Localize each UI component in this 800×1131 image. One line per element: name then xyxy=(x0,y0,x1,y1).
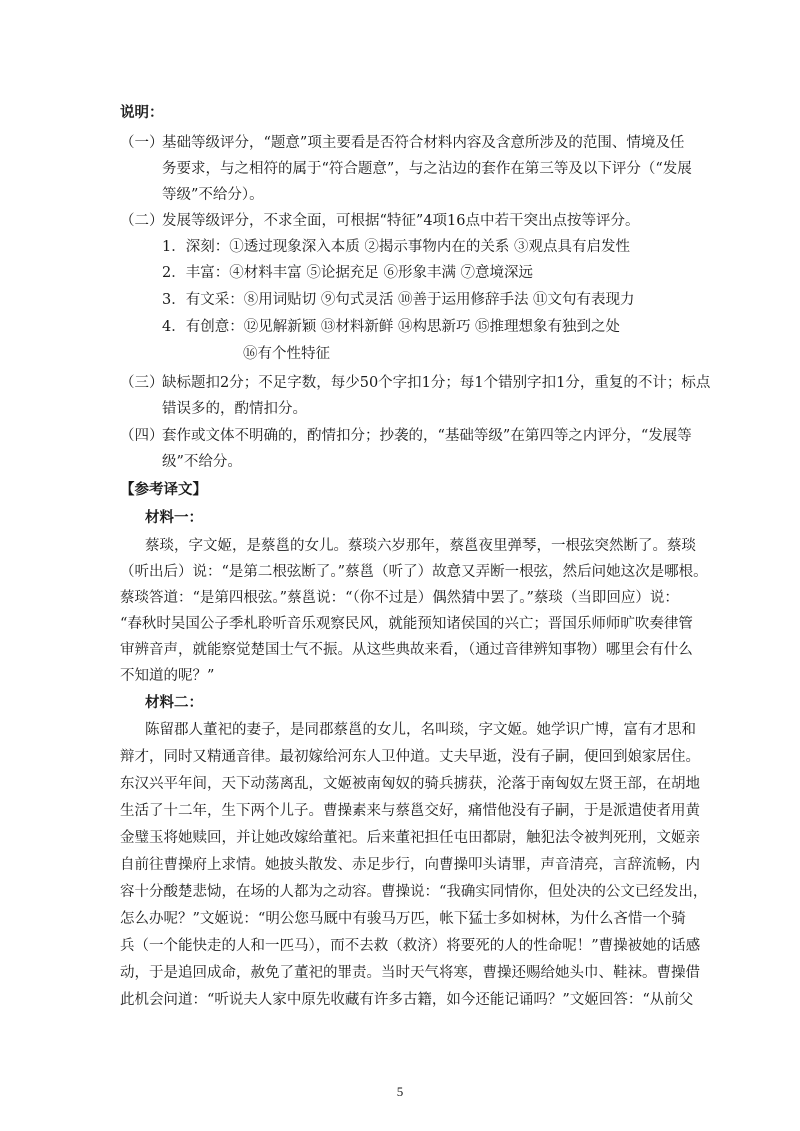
rule-4-line: 级”不给分。 xyxy=(162,454,242,470)
feature-item: 2．丰富：④材料丰富 ⑤论据充足 ⑥形象丰满 ⑦意境深远 xyxy=(162,265,534,281)
rule-3-line: 缺标题扣2分；不足字数，每少50个字扣1分；每1个错别字扣1分，重复的不计；标点 xyxy=(162,375,711,391)
feature-item: 1．深刻：①透过现象深入本质 ②揭示事物内在的关系 ③观点具有启发性 xyxy=(162,239,630,255)
material-2-line: 陈留郡人董祀的妻子，是同郡蔡邕的女儿，名叫琰，字文姬。她学识广博，富有才思和 xyxy=(145,722,696,738)
material-1-line: 不知道的呢？” xyxy=(120,668,215,684)
material-1-line: 蔡琰，字文姬，是蔡邕的女儿。蔡琰六岁那年，蔡邕夜里弹琴，一根弦突然断了。蔡琰 xyxy=(145,538,696,554)
material-1-line: （听出后）说：“是第二根弦断了。”蔡邕（听了）故意又弄断一根弦，然后问她这次是哪根。 xyxy=(120,564,708,580)
rule-4-label: （四） xyxy=(120,428,164,444)
material-2-line: 自前往曹操府上求情。她披头散发、赤足步行，向曹操叩头请罪，声音清亮，言辞流畅，内 xyxy=(120,857,700,873)
feature-item: ⑯有个性特征 xyxy=(243,346,330,362)
material-1-line: 审辨音声，就能察觉楚国士气不振。从这些典故来看，（通过音律辨知事物）哪里会有什么 xyxy=(120,642,693,658)
rule-1-line: 等级”不给分）。 xyxy=(162,187,264,203)
translation-heading: 【参考译文】 xyxy=(120,481,207,498)
rule-2-line: 发展等级评分，不求全面，可根据“特征”4项16点中若干突出点按等评分。 xyxy=(162,213,640,229)
notes-heading: 说明： xyxy=(120,104,164,121)
material-2-line: 金璧玉将她赎回，并让她改嫁给董祀。后来董祀担任屯田都尉，触犯法令被判死刑，文姬亲 xyxy=(120,830,700,846)
rule-2-label: （二） xyxy=(120,213,164,229)
rule-1-line: 基础等级评分，“题意”项主要看是否符合材料内容及含意所涉及的范围、情境及任 xyxy=(162,135,685,151)
material-2-line: 怎么办呢？”文姬说：“明公您马厩中有骏马万匹，帐下猛士多如树林，为什么吝惜一个骑 xyxy=(120,911,686,927)
rule-3-line: 错误多的，酌情扣分。 xyxy=(162,401,307,417)
rule-3-label: （三） xyxy=(120,375,164,391)
material-2-title: 材料二： xyxy=(145,694,203,711)
feature-item: 3．有文采：⑧用词贴切 ⑨句式灵活 ⑩善于运用修辞手法 ⑪文句有表现力 xyxy=(162,292,635,308)
material-2-line: 此机会问道：“听说夫人家中原先收藏有许多古籍，如今还能记诵吗？”文姬回答：“从前父 xyxy=(120,992,694,1008)
material-2-line: 动，于是追回成命，赦免了董祀的罪责。当时天气将寒，曹操还赐给她头巾、鞋袜。曹操借 xyxy=(120,965,700,981)
material-1-line: “春秋时吴国公子季札聆听音乐观察民风，就能预知诸侯国的兴亡；晋国乐师师旷吹奏律管 xyxy=(120,616,693,632)
material-2-line: 东汉兴平年间，天下动荡离乱，文姬被南匈奴的骑兵掳获，沦落于南匈奴左贤王部，在胡地 xyxy=(120,776,700,792)
rule-1-label: （一） xyxy=(120,135,164,151)
feature-item: 4．有创意：⑫见解新颖 ⑬材料新鲜 ⑭构思新巧 ⑮推理想象有独到之处 xyxy=(162,319,621,335)
material-2-line: 兵（一个能快走的人和一匹马），而不去救（救济）将要死的人的性命呢！”曹操被她的话感 xyxy=(120,938,701,954)
material-2-line: 辩才，同时又精通音律。最初嫁给河东人卫仲道。丈夫早逝，没有子嗣，便回到娘家居住。 xyxy=(120,749,700,765)
material-2-line: 生活了十二年，生下两个儿子。曹操素来与蔡邕交好，痛惜他没有子嗣，于是派遣使者用黄 xyxy=(120,803,700,819)
rule-1-line: 务要求，与之相符的属于“符合题意”，与之沾边的套作在第三等及以下评分（“发展 xyxy=(162,161,692,177)
rule-4-line: 套作或文体不明确的，酌情扣分；抄袭的，“基础等级”在第四等之内评分，“发展等 xyxy=(162,428,692,444)
material-1-line: 蔡琰答道：“是第四根弦。”蔡邕说：“（你不过是）偶然猜中罢了。”蔡琰（当即回应）说： xyxy=(120,590,679,606)
material-2-line: 容十分酸楚悲恸，在场的人都为之动容。曹操说：“我确实同情你，但处决的公文已经发出， xyxy=(120,884,708,900)
material-1-title: 材料一： xyxy=(145,509,203,526)
page-number: 5 xyxy=(396,1084,404,1099)
